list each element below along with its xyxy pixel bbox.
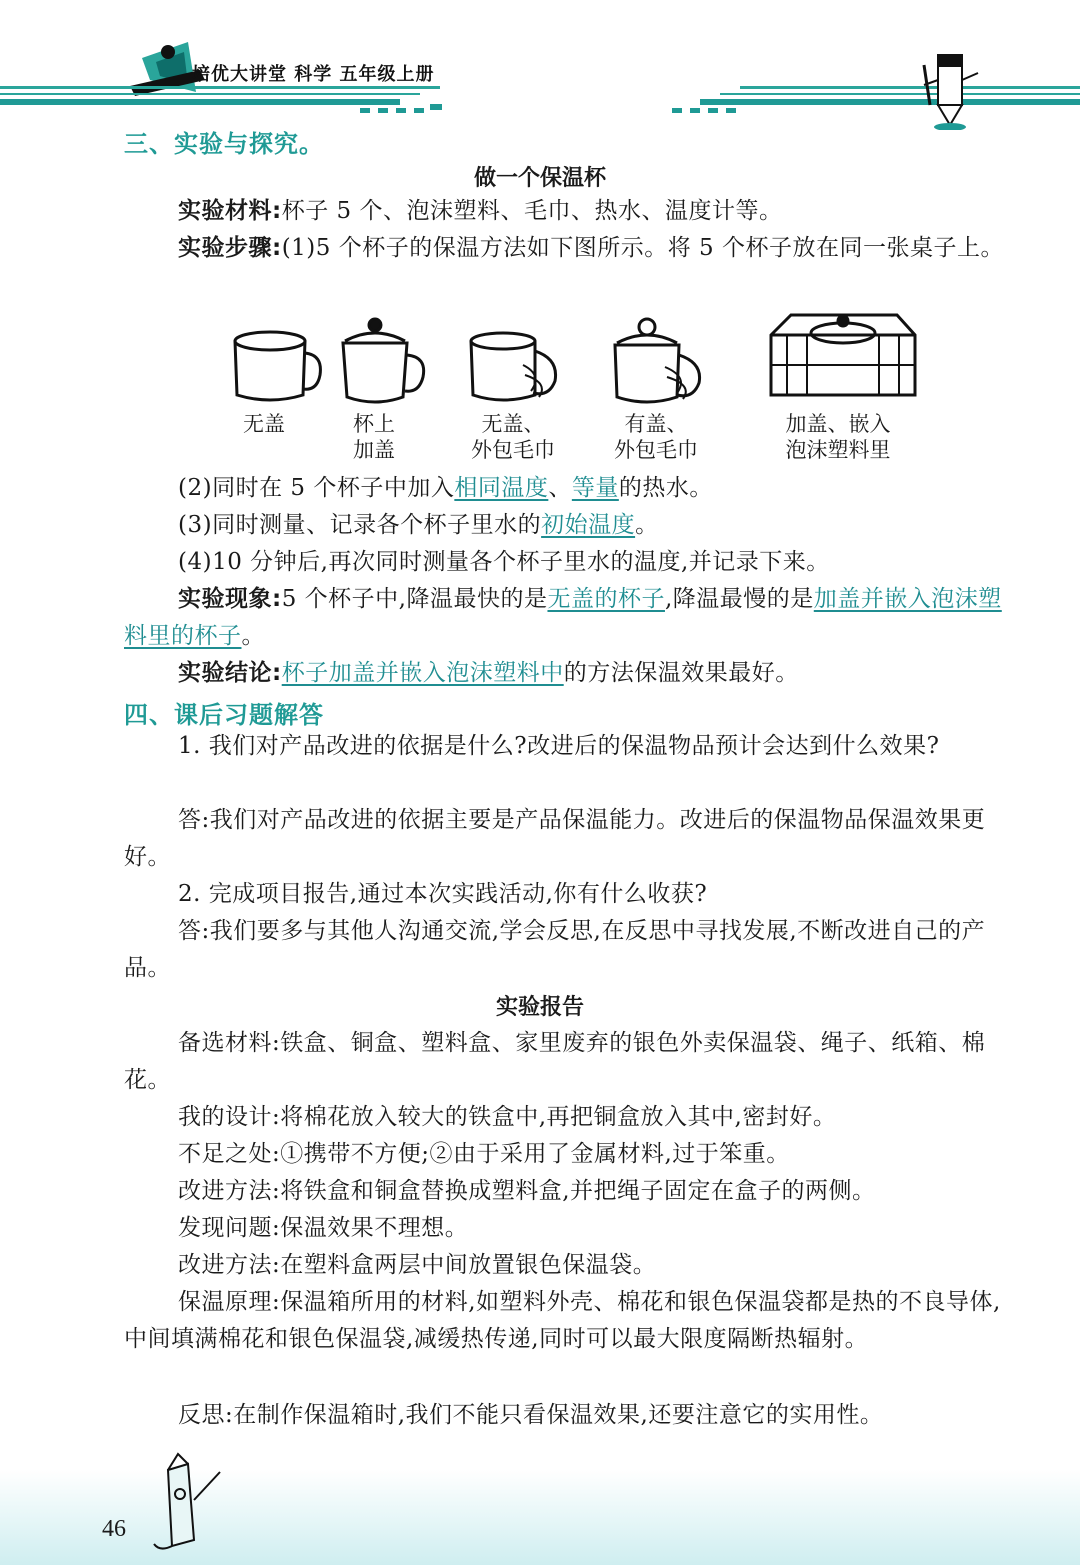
question-1: 1. 我们对产品改进的依据是什么?改进后的保温物品预计会达到什么效果?: [178, 733, 940, 759]
report-reflection: 反思:在制作保温箱时,我们不能只看保温效果,还要注意它的实用性。: [178, 1402, 884, 1428]
answer-initial-temperature: 初始温度: [541, 512, 636, 538]
report-principle: 保温原理:保温箱所用的材料,如塑料外壳、棉花和银色保温袋都是热的不良导体,中间填满棉花和银色保温袋,减缓热传递,同时可以最大限度隔断热辐射。: [124, 1289, 1001, 1352]
header-title: 培优大讲堂 科学 五年级上册: [192, 64, 435, 85]
report-problem: 发现问题:保温效果不理想。: [178, 1215, 469, 1241]
materials-paragraph: [124, 193, 1014, 230]
answer-slowest-cooling: 加盖并嵌入泡沫塑料里的杯子: [124, 586, 1002, 649]
answer-1: 答:我们对产品改进的依据主要是产品保温能力。改进后的保温物品保温效果更好。: [124, 807, 986, 870]
materials-label: 实验材料:: [178, 198, 282, 224]
conclusion-paragraph: 实验结论:杯子加盖并嵌入泡沫塑料中的方法保温效果最好。: [178, 660, 799, 686]
cup-with-lid-icon: [343, 319, 424, 402]
report-shortcomings: 不足之处:①携带不方便;②由于采用了金属材料,过于笨重。: [178, 1141, 790, 1167]
step-2-paragraph: (2)同时在 5 个杯子中加入相同温度、等量的热水。: [178, 475, 713, 501]
step-4-paragraph: (4)10 分钟后,再次同时测量各个杯子里水的温度,并记录下来。: [178, 549, 830, 575]
steps-label: 实验步骤:: [178, 235, 282, 261]
report-title: 实验报告: [495, 995, 584, 1020]
answer-same-temperature: 相同温度: [454, 475, 549, 501]
pencil-mascot-icon: [924, 55, 978, 130]
cup-towel-no-lid-icon: [471, 333, 556, 400]
cup-towel-with-lid-icon: [615, 319, 700, 402]
experiment-title: 做一个保温杯: [473, 166, 606, 191]
cup-caption-2: 杯上 加盖: [353, 412, 395, 462]
step-3-paragraph: (3)同时测量、记录各个杯子里水的初始温度。: [178, 512, 659, 538]
phenomenon-label: 实验现象:: [178, 586, 282, 612]
step-1-text: (1)5 个杯子的保温方法如下图所示。将 5 个杯子放在同一张桌子上。: [281, 235, 1004, 261]
question-2: 2. 完成项目报告,通过本次实践活动,你有什么收获?: [178, 881, 708, 907]
cup-caption-4: 有盖、 外包毛巾: [614, 412, 698, 462]
answer-fastest-cooling: 无盖的杯子: [547, 586, 665, 612]
cup-caption-3: 无盖、 外包毛巾: [471, 412, 555, 462]
cup-caption-5: 加盖、嵌入 泡沫塑料里: [785, 412, 891, 462]
section-heading-experiment: 三、实验与探究。: [124, 130, 324, 158]
answer-equal-amount: 等量: [571, 475, 619, 501]
report-design: 我的设计:将棉花放入较大的铁盒中,再把铜盒放入其中,密封好。: [178, 1104, 837, 1130]
cup-caption-1: 无盖: [243, 412, 285, 436]
header-decoration: [0, 0, 1080, 130]
footer-decoration: [0, 1440, 1080, 1565]
page-number: 46: [102, 1516, 126, 1542]
cups-illustration: [225, 305, 945, 420]
report-materials: 备选材料:铁盒、铜盒、塑料盒、家里废弃的银色外卖保温袋、绳子、纸箱、棉花。: [124, 1030, 986, 1093]
conclusion-label: 实验结论:: [178, 660, 282, 686]
materials-text: 杯子 5 个、泡沫塑料、毛巾、热水、温度计等。: [281, 198, 783, 224]
answer-best-method: 杯子加盖并嵌入泡沫塑料中: [281, 660, 564, 686]
answer-2: 答:我们要多与其他人沟通交流,学会反思,在反思中寻找发展,不断改进自己的产品。: [124, 918, 986, 981]
report-improvement-2: 改进方法:在塑料盒两层中间放置银色保温袋。: [178, 1252, 657, 1278]
steps-paragraph: [124, 230, 1014, 267]
cup-in-foam-icon: [771, 315, 915, 395]
report-improvement-1: 改进方法:将铁盒和铜盒替换成塑料盒,并把绳子固定在盒子的两侧。: [178, 1178, 876, 1204]
cup-no-lid-icon: [235, 332, 320, 400]
section-heading-exercises: 四、课后习题解答: [124, 701, 324, 729]
phenomenon-paragraph: 实验现象:5 个杯子中,降温最快的是无盖的杯子,降温最慢的是加盖并嵌入泡沫塑料里的杯子。: [124, 586, 1002, 649]
